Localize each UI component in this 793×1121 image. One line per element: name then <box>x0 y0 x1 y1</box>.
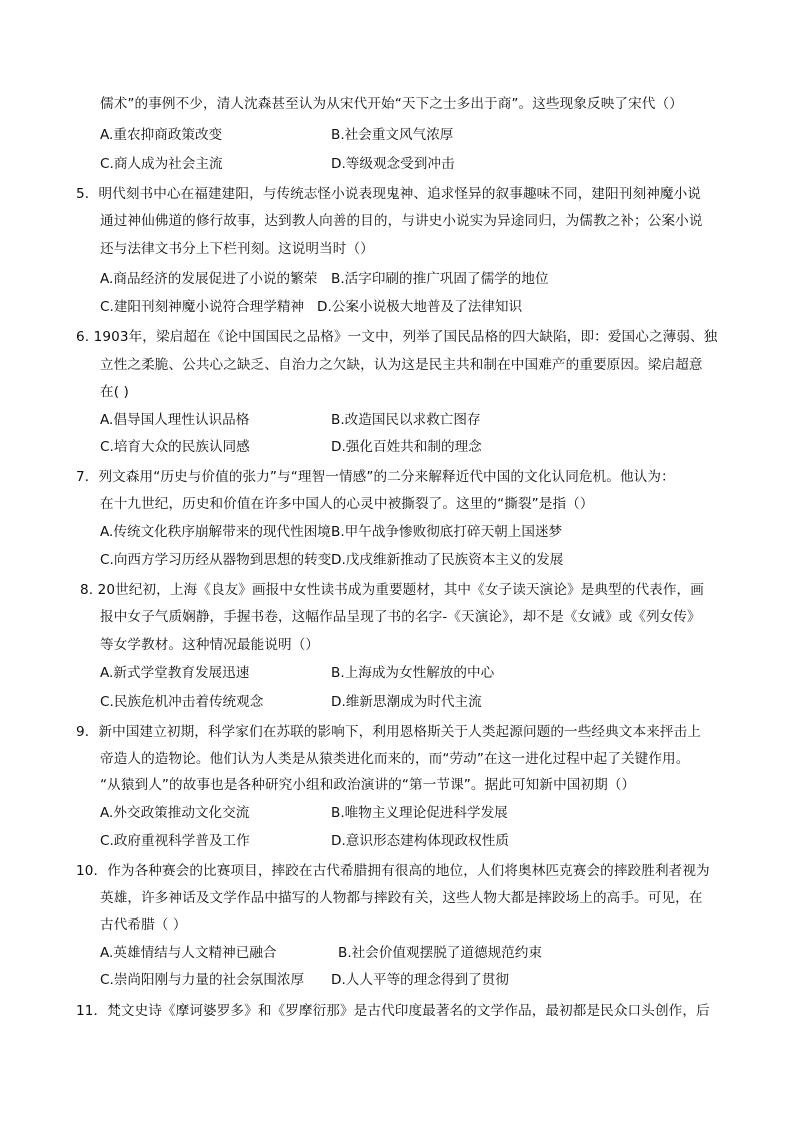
q5-stem-line: 还与法律文书分上下栏刊刻。这说明当时（） <box>100 241 374 257</box>
q9-stem-line: 9．新中国建立初期，科学家们在苏联的影响下，利用恩格斯关于人类起源问题的一些经典文本来抨击上 <box>76 724 701 740</box>
q6-stem-line: 在( ) <box>100 384 129 400</box>
q8-option-a[interactable]: A.新式学堂教育发展迅速 <box>100 665 250 681</box>
q5-stem-line: 通过神仙佛道的修行故事，达到教人向善的目的，与讲史小说实为异途同归，为儒教之补；公案小说 <box>100 213 703 229</box>
q7-option-b[interactable]: B.甲午战争惨败彻底打碎天朝上国迷梦 <box>331 524 563 540</box>
q9-option-b[interactable]: B.唯物主义理论促进科学发展 <box>331 805 508 821</box>
q9-stem-line: “从猿到人”的故事也是各种研究小组和政治演讲的“第一节课”。据此可知新中国初期（） <box>100 777 636 793</box>
q8-option-c[interactable]: C.民族危机冲击着传统观念 <box>100 694 264 710</box>
q4-option-b[interactable]: B.社会重文风气浓厚 <box>331 127 454 143</box>
q10-option-b[interactable]: B.社会价值观摆脱了道德规范约束 <box>338 945 542 961</box>
q6-stem-line: 6. 1903年，梁启超在《论中国国民之品格》一文中，列举了国民品格的四大缺陷，即：爱国心之薄弱、独 <box>76 329 718 345</box>
q9-option-c[interactable]: C.政府重视科学普及工作 <box>100 833 250 849</box>
q6-option-c[interactable]: C.培育大众的民族认同感 <box>100 439 250 455</box>
q7-option-c[interactable]: C.向西方学习历经从器物到思想的转变 <box>100 552 332 568</box>
q10-stem-line: 10．作为各种赛会的比赛项目，摔跤在古代希腊拥有很高的地位，人们将奥林匹克赛会的摔跤胜利者视为 <box>76 863 710 879</box>
q9-option-d[interactable]: D.意识形态建构体现政权性质 <box>331 833 509 849</box>
q9-stem-line: 帝造人的造物论。他们认为人类是从猿类进化而来的，而“劳动”在这一进化过程中起了关键作用。 <box>100 751 690 767</box>
q10-option-c[interactable]: C.崇尚阳刚与力量的社会氛围浓厚 <box>100 972 305 988</box>
q5-option-a[interactable]: A.商品经济的发展促进了小说的繁荣 <box>100 271 318 287</box>
q5-option-c[interactable]: C.建阳刊刻神魔小说符合理学精神 <box>100 299 305 315</box>
q4-option-a[interactable]: A.重农抑商政策改变 <box>100 127 223 143</box>
q7-stem-line: 7．列文森用“历史与价值的张力”与“理智一情感”的二分来解释近代中国的文化认同危机。他认为： <box>76 469 675 485</box>
q5-stem-line: 5．明代刻书中心在福建建阳，与传统志怪小说表现鬼神、追求怪异的叙事趣味不同，建阳刊刻神魔小说 <box>76 186 701 202</box>
q10-stem-line: 古代希腊（ ） <box>100 917 187 933</box>
q6-option-d[interactable]: D.强化百姓共和制的理念 <box>331 439 482 455</box>
q8-stem-line: 等女学教材。这种情况最能说明（） <box>100 637 320 653</box>
q10-stem-line: 英雄，许多神话及文学作品中描写的人物都与摔跤有关，这些人物大都是摔跤场上的高手。可见，在 <box>100 890 703 906</box>
q7-option-d[interactable]: D.戊戌维新推动了民族资本主义的发展 <box>331 552 564 568</box>
q5-option-d[interactable]: D.公案小说极大地普及了法律知识 <box>317 299 523 315</box>
q11-stem-line: 11．梵文史诗《摩诃婆罗多》和《罗摩衍那》是古代印度最著名的文学作品，最初都是民众口头创作，后 <box>76 1003 710 1019</box>
q8-option-d[interactable]: D.维新思潮成为时代主流 <box>331 694 482 710</box>
q7-option-a[interactable]: A.传统文化秩序崩解带来的现代性困境 <box>100 524 331 540</box>
q10-option-a[interactable]: A.英雄情结与人文精神已融合 <box>100 945 277 961</box>
q8-stem-line: 8. 20世纪初，上海《良友》画报中女性读书成为重要题材，其中《女子读天演论》是典型的代表作，画 <box>80 582 704 598</box>
q9-option-a[interactable]: A.外交政策推动文化交流 <box>100 805 250 821</box>
q7-stem-line: 在十九世纪，历史和价值在许多中国人的心灵中被撕裂了。这里的“撕裂”是指（） <box>100 496 594 512</box>
q8-option-b[interactable]: B.上海成为女性解放的中心 <box>331 665 495 681</box>
q4-option-d[interactable]: D.等级观念受到冲击 <box>331 156 455 172</box>
q5-option-b[interactable]: B.活字印刷的推广巩固了儒学的地位 <box>331 271 549 287</box>
q4-option-c[interactable]: C.商人成为社会主流 <box>100 156 223 172</box>
q4-stem-line: 儒术”的事例不少，清人沈森甚至认为从宋代开始“天下之士多出于商”。这些现象反映了宋代（） <box>100 96 683 112</box>
q6-option-b[interactable]: B.改造国民以求救亡图存 <box>331 412 481 428</box>
q10-option-d[interactable]: D.人人平等的理念得到了贯彻 <box>331 972 509 988</box>
q8-stem-line: 报中女子气质娴静，手握书卷，这幅作品呈现了书的名字-《天演论》，却不是《女诫》或《列女传》 <box>100 609 701 625</box>
q6-stem-line: 立性之柔脆、公共心之缺乏、自治力之欠缺，认为这是民主共和制在中国难产的重要原因。梁启超意 <box>100 357 703 373</box>
q6-option-a[interactable]: A.倡导国人理性认识品格 <box>100 412 250 428</box>
